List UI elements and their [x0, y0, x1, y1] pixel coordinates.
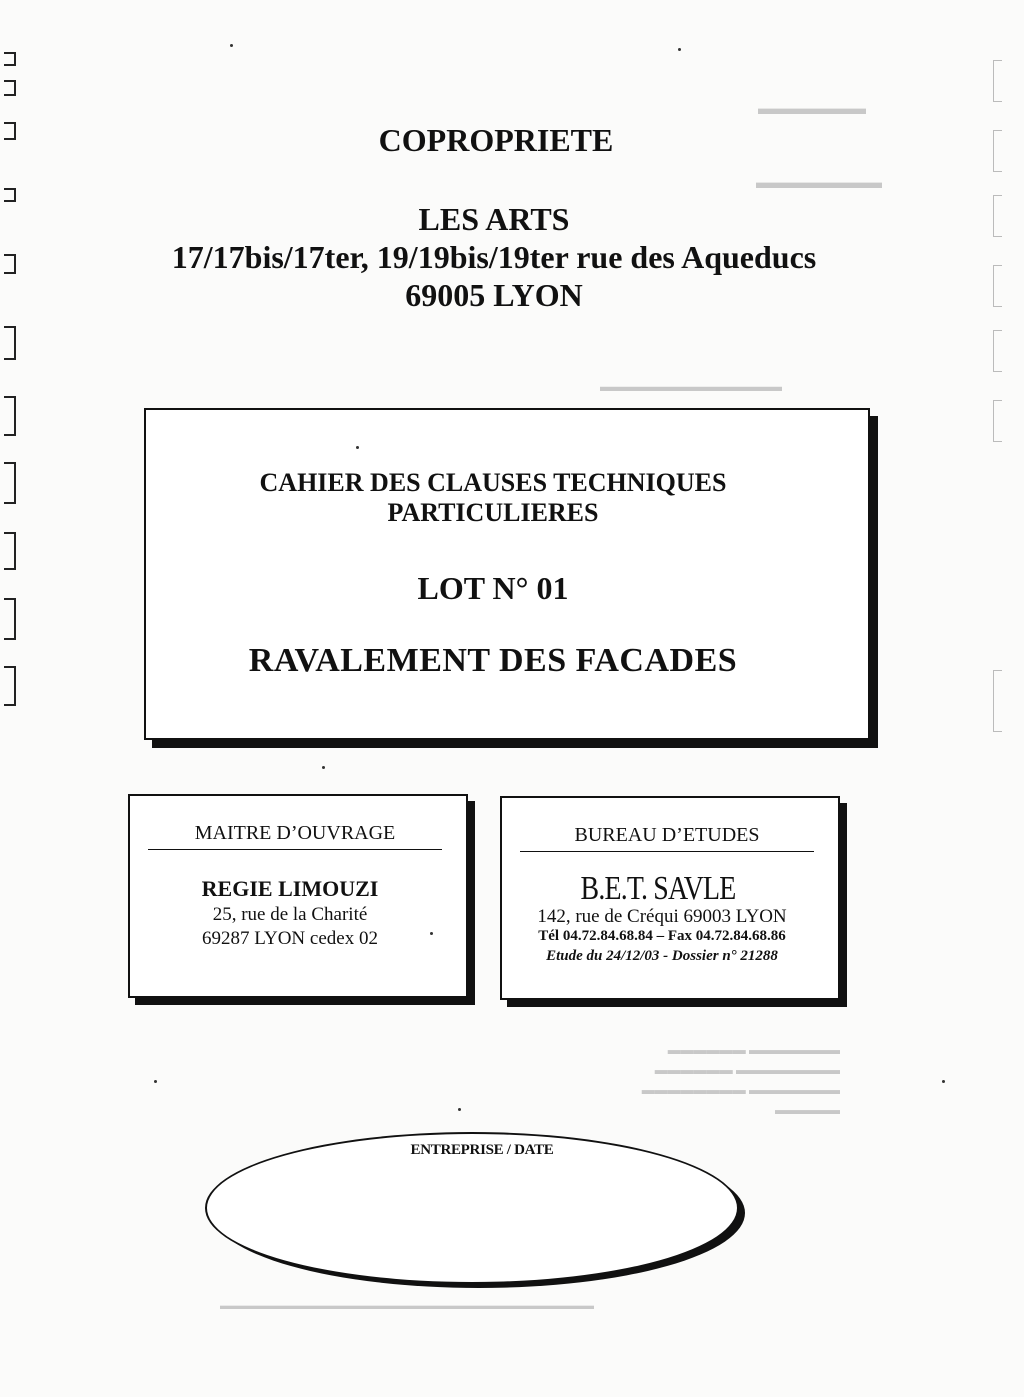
scan-speck — [356, 446, 359, 449]
cctp-line1: CAHIER DES CLAUSES TECHNIQUES — [259, 468, 727, 497]
bureau-etudes-phone-fax: Tél 04.72.84.68.84 – Fax 04.72.84.68.86 — [538, 928, 786, 944]
maitre-ouvrage-card — [128, 794, 468, 998]
bureau-etudes-heading: BUREAU D’ETUDES — [520, 824, 814, 852]
residence-address-block — [0, 200, 1006, 314]
scan-speck — [430, 932, 433, 935]
scan-speck — [322, 766, 325, 769]
cctp-title — [132, 468, 854, 528]
lot-title: RAVALEMENT DES FACADES — [248, 642, 738, 679]
maitre-ouvrage-heading: MAITRE D’OUVRAGE — [148, 822, 442, 850]
maitre-ouvrage-address-line2: 69287 LYON cedex 02 — [202, 928, 378, 949]
bureau-etudes-study-reference: Etude du 24/12/03 - Dossier n° 21288 — [546, 948, 778, 964]
scan-speck — [458, 1108, 461, 1111]
residence-city: 69005 LYON — [405, 277, 583, 313]
lot-number: LOT N° 01 — [417, 570, 569, 606]
entreprise-stamp-area — [205, 1132, 745, 1288]
bureau-etudes-address: 142, rue de Créqui 69003 LYON — [537, 906, 787, 927]
bureau-etudes-card — [500, 796, 840, 1000]
residence-name: LES ARTS — [418, 201, 570, 237]
maitre-ouvrage-name: REGIE LIMOUZI — [201, 876, 379, 901]
scan-speck — [678, 48, 681, 51]
show-through-text: ▬▬▬▬▬▬▬▬▬▬▬▬▬▬▬▬▬▬▬▬▬▬▬▬▬▬▬▬▬▬▬▬▬▬ — [220, 1300, 594, 1312]
scan-speck — [942, 1080, 945, 1083]
scan-speck — [230, 44, 233, 47]
maitre-ouvrage-address-line1: 25, rue de la Charité — [212, 904, 368, 925]
show-through-text: ▬▬▬▬▬▬▬ — [756, 172, 882, 192]
scan-speck — [154, 1080, 157, 1083]
cctp-box — [144, 408, 870, 740]
show-through-text: ▬▬▬▬▬▬▬▬▬▬▬▬▬ — [600, 380, 782, 395]
entreprise-ellipse — [205, 1132, 739, 1284]
entreprise-date-label: ENTREPRISE / DATE — [410, 1142, 554, 1158]
residence-street: 17/17bis/17ter, 19/19bis/19ter rue des Aqueducs — [171, 239, 817, 275]
cctp-line2: PARTICULIERES — [387, 498, 599, 527]
bureau-etudes-name: B.E.T. SAVLE — [580, 870, 736, 907]
show-through-text: ▬▬▬▬▬▬ — [758, 98, 866, 118]
show-through-text: ▬▬▬▬▬▬▬ ▬▬▬▬▬▬ ▬▬▬▬▬▬▬▬ ▬▬▬▬▬▬ ▬▬▬▬▬▬▬ ▬▬▬▬▬▬▬▬ ▬▬▬▬▬ — [641, 1042, 840, 1117]
copropriete-title: COPROPRIETE — [378, 122, 614, 158]
